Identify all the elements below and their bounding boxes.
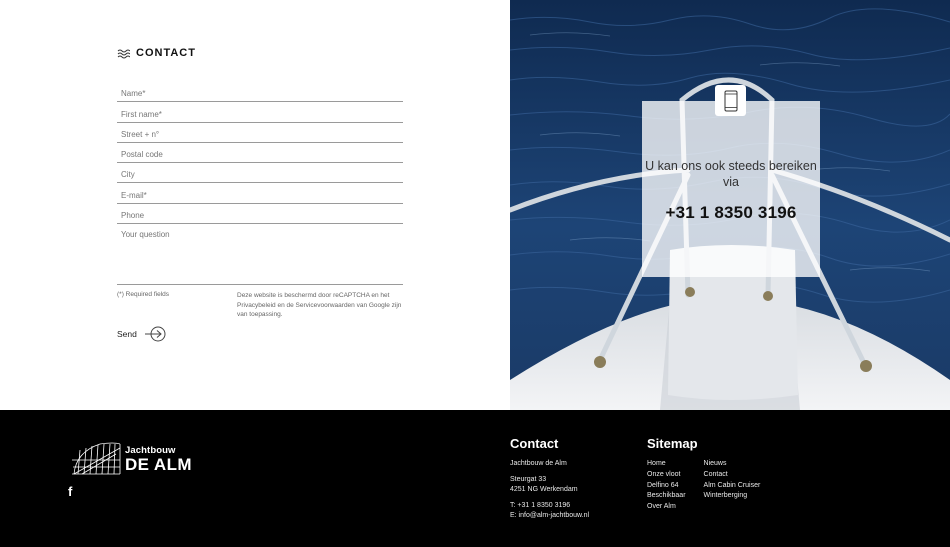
yacht-frame-logo-icon xyxy=(70,440,122,478)
contact-title: CONTACT xyxy=(136,47,196,59)
question-textarea[interactable] xyxy=(121,230,391,278)
logo[interactable] xyxy=(70,440,192,478)
footer xyxy=(0,410,950,547)
required-fields-note: (*) Required fields xyxy=(117,291,170,298)
sitemap-link-home[interactable]: Home xyxy=(647,460,666,467)
footer-city: 4251 NG Werkendam xyxy=(510,486,578,493)
sitemap-column-2 xyxy=(704,459,761,513)
send-button[interactable] xyxy=(117,326,167,342)
footer-contact-title: Contact xyxy=(510,436,559,451)
first-name-input[interactable] xyxy=(121,110,391,119)
footer-sitemap xyxy=(647,436,760,513)
reach-text: U kan ons ook steeds bereiken via xyxy=(645,159,817,189)
city-input[interactable] xyxy=(121,170,391,179)
sitemap-link-winterberging[interactable]: Winterberging xyxy=(703,492,748,500)
arrow-right-circle-icon xyxy=(145,326,167,342)
postal-code-field xyxy=(117,143,403,163)
email-field xyxy=(117,183,403,203)
footer-email[interactable]: E: info@alm-jachtbouw.nl xyxy=(510,512,590,519)
name-input[interactable] xyxy=(121,89,391,98)
waves-icon xyxy=(117,47,130,59)
sitemap-link-onze-vloot[interactable]: Onze vloot xyxy=(647,470,681,478)
contact-heading xyxy=(117,47,196,59)
boat-image-panel xyxy=(510,0,950,410)
sitemap-link-contact[interactable]: Contact xyxy=(703,470,728,478)
name-field xyxy=(117,82,403,102)
first-name-field xyxy=(117,102,403,122)
contact-form xyxy=(117,82,403,285)
phone-badge xyxy=(715,85,746,116)
recaptcha-note: Deze website is beschermd door reCAPTCHA en het Privacybeleid en de Servicevoorwaarden van Google zijn van toepassing. xyxy=(237,292,402,318)
logo-line-2: DE ALM xyxy=(125,455,192,474)
question-field xyxy=(117,224,403,285)
footer-contact xyxy=(510,436,589,522)
phone-number[interactable]: +31 1 8350 3196 xyxy=(665,203,797,222)
postal-code-input[interactable] xyxy=(121,150,391,159)
footer-company: Jachtbouw de Alm xyxy=(510,460,567,467)
send-label: Send xyxy=(117,329,137,339)
email-input[interactable] xyxy=(121,191,391,200)
sitemap-link-alm-cabin-cruiser[interactable]: Alm Cabin Cruiser xyxy=(703,481,761,489)
logo-line-1: Jachtbouw xyxy=(125,445,176,456)
footer-sitemap-title: Sitemap xyxy=(647,436,698,451)
sitemap-column-1 xyxy=(647,459,686,513)
street-input[interactable] xyxy=(121,130,391,139)
footer-street: Steurgat 33 xyxy=(510,475,547,483)
contact-form-panel xyxy=(0,0,510,410)
phone-input[interactable] xyxy=(121,211,391,220)
sitemap-link-beschikbaar[interactable]: Beschikbaar xyxy=(647,492,686,500)
facebook-icon[interactable]: f xyxy=(68,484,73,499)
footer-phone[interactable]: T: +31 1 8350 3196 xyxy=(510,501,571,509)
sitemap-link-delfino-64[interactable]: Delfino 64 xyxy=(647,481,679,489)
phone-field xyxy=(117,204,403,224)
city-field xyxy=(117,163,403,183)
sitemap-link-nieuws[interactable]: Nieuws xyxy=(703,460,727,467)
street-field xyxy=(117,123,403,143)
mobile-phone-icon xyxy=(724,90,738,112)
sitemap-link-over-alm[interactable]: Over Alm xyxy=(647,503,676,511)
